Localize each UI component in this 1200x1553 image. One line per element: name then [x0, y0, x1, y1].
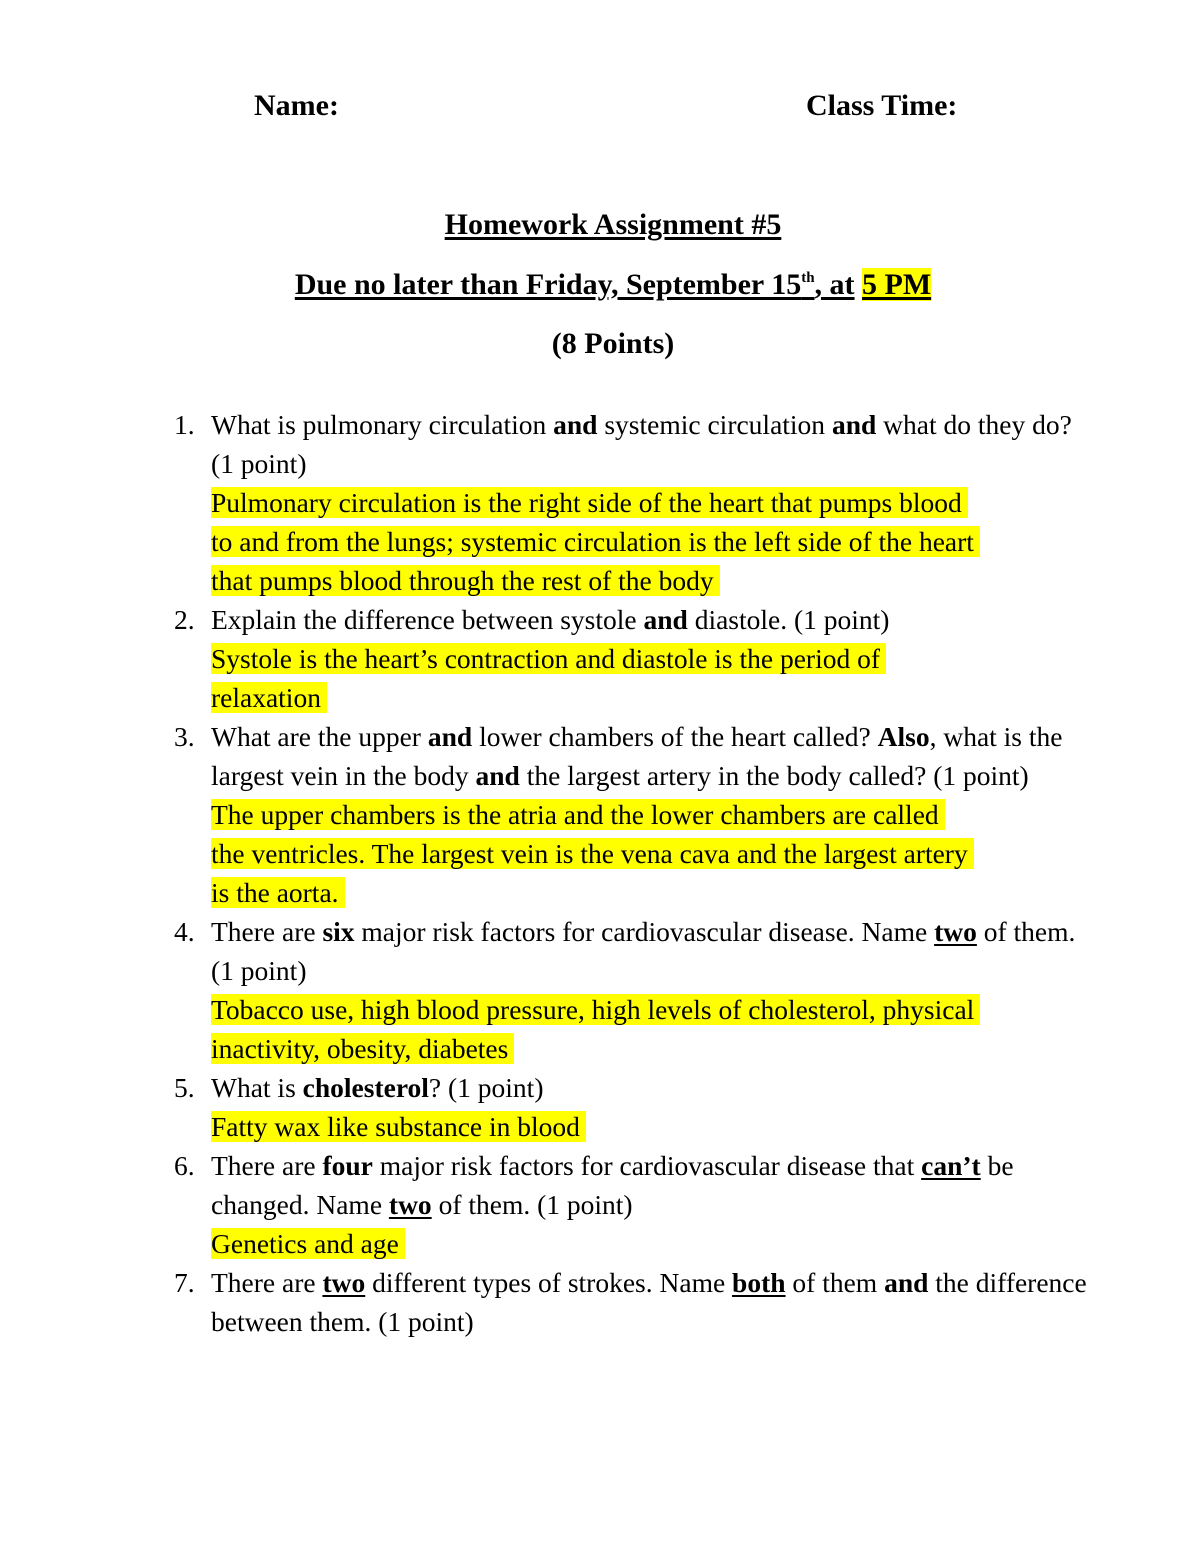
question-text: There are six major risk factors for cardiovascular disease. Name two of them. (1 point): [211, 916, 1076, 986]
answer-line: to and from the lungs; systemic circulation is the left side of the heart: [211, 526, 980, 557]
question-text: There are two different types of strokes. Name both of them and the difference between them. (1 point): [211, 1267, 1087, 1337]
due-prefix: Due no later than Friday, September 15: [294, 268, 802, 301]
assignment-title-text: Homework Assignment #5: [444, 208, 782, 241]
name-label: Name:: [254, 89, 339, 122]
question-number: 6.: [174, 1150, 195, 1181]
due-at: , at: [814, 268, 855, 301]
question-item: [0, 1263, 1101, 1341]
answer-line: inactivity, obesity, diabetes: [211, 1033, 514, 1064]
answer-line: Tobacco use, high blood pressure, high levels of cholesterol, physical: [211, 994, 980, 1025]
question-text: Explain the difference between systole and diastole. (1 point): [211, 604, 890, 635]
answer: [211, 483, 1101, 600]
answer-line: Pulmonary circulation is the right side of the heart that pumps blood: [211, 487, 968, 518]
question-list: [0, 405, 1200, 1341]
question-text: What is cholesterol? (1 point): [211, 1072, 544, 1103]
answer-line: Fatty wax like substance in blood: [211, 1111, 586, 1142]
answer-line: The upper chambers is the atria and the lower chambers are called: [211, 799, 945, 830]
points-total: [0, 324, 1200, 364]
question-item: [0, 405, 1101, 600]
question-number: 3.: [174, 721, 195, 752]
answer-line: the ventricles. The largest vein is the vena cava and the largest artery: [211, 838, 974, 869]
assignment-title: [0, 205, 1200, 245]
answer-line: that pumps blood through the rest of the body: [211, 565, 720, 596]
question-text: There are four major risk factors for cardiovascular disease that can’t be changed. Name two of them. (1 point): [211, 1150, 1014, 1220]
question-text: What are the upper and lower chambers of the heart called? Also, what is the largest vein in the body and the largest artery in the body called? (1 point): [211, 721, 1063, 791]
question-item: [0, 600, 1101, 717]
answer-line: is the aorta.: [211, 877, 345, 908]
question-number: 7.: [174, 1267, 195, 1298]
question-item: [0, 912, 1101, 1068]
question-text: What is pulmonary circulation and systemic circulation and what do they do? (1 point): [211, 409, 1072, 479]
question-number: 5.: [174, 1072, 195, 1103]
answer: [211, 990, 1101, 1068]
due-superscript: th: [801, 270, 815, 286]
answer: [211, 639, 1101, 717]
class-time-label: Class Time:: [806, 89, 958, 122]
answer: [211, 795, 1101, 912]
question-number: 2.: [174, 604, 195, 635]
question-number: 1.: [174, 409, 195, 440]
points-total-text: (8 Points): [551, 327, 675, 360]
question-item: [0, 1146, 1101, 1263]
answer-line: Systole is the heart’s contraction and diastole is the period of: [211, 643, 886, 674]
answer-line: Genetics and age: [211, 1228, 405, 1259]
answer-line: relaxation: [211, 682, 327, 713]
question-number: 4.: [174, 916, 195, 947]
answer: [211, 1224, 1101, 1263]
answer: [211, 1107, 1101, 1146]
question-item: [0, 717, 1101, 912]
due-time: 5 PM: [862, 268, 932, 301]
due-date-line: [0, 265, 1200, 305]
question-item: [0, 1068, 1101, 1146]
